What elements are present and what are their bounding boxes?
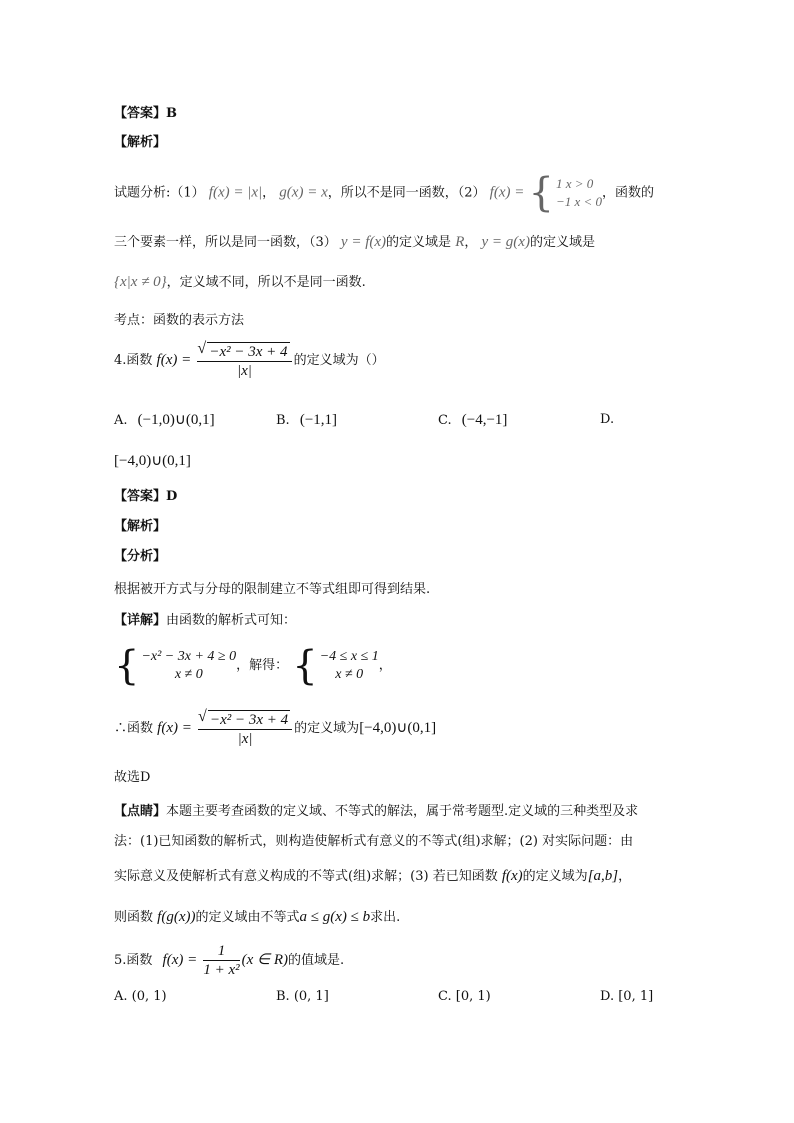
text: 则函数: [114, 910, 154, 925]
denominator: |x|: [237, 362, 252, 379]
math-y-fx: y = f(x): [340, 234, 387, 250]
dianjing-line-4: [114, 907, 400, 928]
piecewise-cases: { 1 x > 0 −1 x < 0: [528, 170, 603, 216]
case-bottom: −1 x < 0: [555, 194, 603, 209]
math-fx: f(x) =: [162, 952, 198, 968]
text: ，函数的: [602, 185, 655, 201]
guxuan-line: 故选D: [114, 770, 151, 785]
text: ，: [262, 185, 276, 201]
math-condition: (x ∈ R): [241, 952, 289, 968]
answer-label: 【答案】B: [114, 106, 177, 121]
math-R: R: [455, 234, 465, 250]
fenxi-label: 【分析】: [114, 549, 167, 564]
domain-set: [−4,0)∪(0,1]: [359, 720, 437, 736]
text: 的定义域由不等式: [195, 910, 300, 925]
text: 的值域是.: [288, 953, 345, 968]
option-value: (−4,−1]: [461, 412, 508, 428]
text: ∴函数: [114, 721, 154, 736]
system-row: x ≠ 0: [335, 666, 364, 682]
system-row: −4 ≤ x ≤ 1: [319, 648, 379, 664]
option-c: [438, 410, 507, 431]
fraction: [197, 342, 291, 380]
text: 试题分析:（1）: [114, 185, 205, 201]
text: 的定义域是: [529, 235, 595, 250]
q5-option-d: D. [0, 1]: [600, 989, 654, 1004]
inequality-system-1: { −x² − 3x + 4 ≥ 0 x ≠ 0: [114, 642, 237, 689]
text: 实际意义及使解析式有意义构成的不等式(组)求解；(3) 若已知函数: [114, 869, 498, 884]
fenxi-text: 根据被开方式与分母的限制建立不等式组即可得到结果.: [114, 582, 431, 597]
text: ，: [618, 869, 632, 884]
text: ，所以不是同一函数，（2）: [327, 185, 486, 201]
math-y-gx: y = g(x): [481, 234, 530, 250]
analysis-line-1: [114, 170, 655, 216]
analysis-label-q4: 【解析】: [114, 519, 167, 534]
sqrt-numerator: √ −x² − 3x + 4: [207, 342, 289, 361]
text: 的定义域为: [294, 721, 360, 736]
option-label: A.: [114, 413, 128, 428]
math-fx-abs: f(x) = |x|: [208, 184, 263, 201]
dianjing-line-2: 法：(1)已知函数的解析式，则构造使解析式有意义的不等式(组)求解；(2) 对实际问题：由: [114, 834, 634, 849]
conclusion-line: [114, 708, 436, 749]
question-number: 4.函数: [114, 353, 153, 368]
q5-option-b: B. (0, 1]: [276, 989, 329, 1004]
analysis-label: 【解析】: [114, 135, 167, 150]
question-number: 5.函数: [114, 953, 153, 968]
dianjing-line-3: [114, 866, 631, 887]
numerator: 1: [203, 942, 239, 961]
denominator: |x|: [237, 730, 253, 747]
answer-label-q4: 【答案】D: [114, 489, 178, 504]
analysis-line-2: [114, 232, 595, 253]
fraction: [203, 942, 239, 979]
text: ，: [464, 235, 478, 250]
math-fx: f(x): [501, 868, 523, 884]
math-fx: f(x) =: [157, 720, 192, 736]
option-label: B.: [276, 413, 290, 428]
question-5-stem: [114, 940, 344, 981]
dianjing-line-1: [114, 802, 638, 822]
option-d-value: [−4,0)∪(0,1]: [114, 453, 191, 469]
text: ，: [378, 658, 392, 673]
xiangjie-line: [114, 611, 296, 631]
fraction: [198, 710, 292, 748]
xiangjie-label: 【详解】: [114, 613, 167, 628]
math-inequality: a ≤ g(x) ≤ b: [299, 909, 371, 925]
q5-option-c: C. [0, 1): [438, 989, 491, 1004]
option-value: (−1,1]: [299, 412, 338, 428]
text: ，定义域不同，所以不是同一函数.: [166, 275, 366, 290]
math-fgx: f(g(x)): [157, 909, 196, 925]
math-gx: g(x) = x: [279, 184, 328, 201]
sqrt-numerator: √ −x² − 3x + 4: [208, 710, 290, 729]
q5-option-a: A. (0, 1): [114, 989, 167, 1004]
system-row: x ≠ 0: [174, 666, 203, 682]
analysis-line-3: [114, 272, 366, 293]
text: 由函数的解析式可知：: [166, 613, 297, 628]
text: 的定义域为: [522, 869, 588, 884]
option-d-label: D.: [600, 412, 615, 427]
denominator: 1 + x²: [203, 962, 240, 978]
option-a: [114, 410, 215, 431]
option-value: (−1,0)∪(0,1]: [137, 412, 215, 428]
inequality-system-2: { −4 ≤ x ≤ 1 x ≠ 0: [292, 642, 379, 689]
math-fx-piecewise: f(x) =: [489, 184, 525, 201]
text: 三个要素一样，所以是同一函数，（3）: [114, 235, 337, 250]
math-interval: [a,b]: [587, 868, 619, 884]
option-label: C.: [438, 413, 452, 428]
question-4-stem: [114, 340, 385, 381]
dianjing-label: 【点睛】: [114, 804, 167, 819]
kaodian-line: 考点：函数的表示方法: [114, 313, 245, 328]
text: 的定义域为（）: [293, 353, 385, 368]
case-top: 1 x > 0: [555, 176, 594, 191]
system-row: −x² − 3x + 4 ≥ 0: [141, 648, 237, 664]
math-fx: f(x) =: [156, 352, 192, 368]
text: ，解得：: [236, 658, 289, 673]
math-set: {x|x ≠ 0}: [114, 274, 167, 290]
system-line: [114, 644, 392, 688]
text: 的定义域是: [386, 235, 452, 250]
text: 本题主要考查函数的定义域、不等式的解法，属于常考题型.定义域的三种类型及求: [166, 804, 639, 819]
text: 求出.: [370, 910, 401, 925]
option-b: [276, 410, 337, 431]
